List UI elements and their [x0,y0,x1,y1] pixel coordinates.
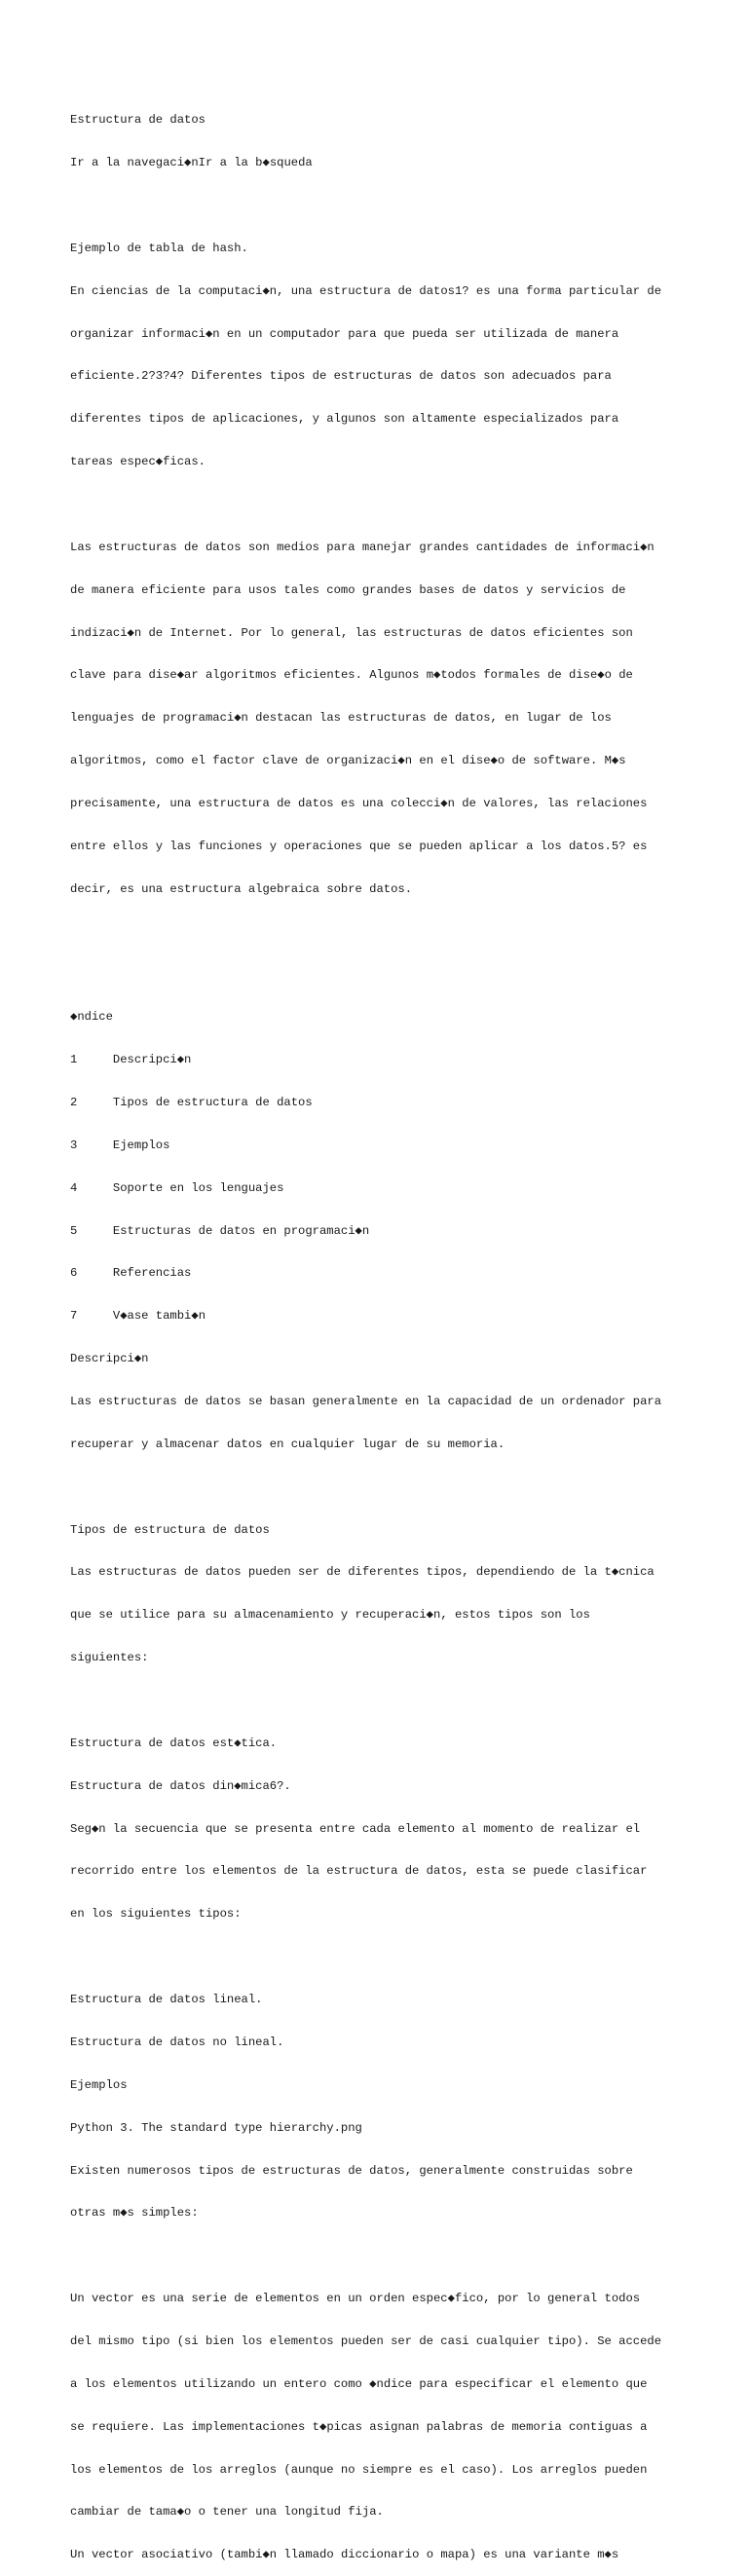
doc-line: precisamente, una estructura de datos es una colecci◆n de valores, las relaciones [70,797,648,810]
doc-line: Python 3. The standard type hierarchy.png [70,2120,362,2135]
doc-line: decir, es una estructura algebraica sobre datos. [70,881,413,896]
doc-line: cambiar de tama◆o o tener una longitud fija. [70,2505,384,2520]
doc-line [70,2249,693,2263]
doc-line: se requiere. Las implementaciones t◆picas asignan palabras de memoria contiguas a [70,2419,648,2434]
doc-line: organizar informaci◆n en un computador para que pueda ser utilizada de manera [70,326,619,341]
doc-line: lenguajes de programaci◆n destacan las estructuras de datos, en lugar de los [70,711,612,726]
doc-line: 4 Soporte en los lenguajes [70,1180,284,1195]
doc-line: recorrido entre los elementos de la estructura de datos, esta se puede clasificar [70,1864,648,1879]
doc-line: clave para dise◆ar algoritmos eficientes. Algunos m◆todos formales de dise◆o de [70,668,633,683]
doc-line: los elementos de los arreglos (aunque no siempre es el caso). Los arreglos pueden [70,2462,648,2477]
doc-line: Estructura de datos lineal. [70,1993,263,2007]
doc-line: Las estructuras de datos se basan generalmente en la capacidad de un ordenador para [70,1395,662,1409]
doc-line [70,967,693,982]
doc-line: Tipos de estructura de datos [70,1522,270,1537]
doc-line [70,925,693,940]
doc-line: 1 Descripci◆n [70,1053,192,1067]
doc-line: 7 V◆ase tambi◆n [70,1309,206,1324]
doc-line: siguientes: [70,1651,149,1665]
doc-line: eficiente.2?3?4? Diferentes tipos de estructuras de datos son adecuados para [70,369,612,384]
doc-line: indizaci◆n de Internet. Por lo general, las estructuras de datos eficientes son [70,625,633,640]
doc-line: Descripci◆n [70,1352,149,1366]
doc-line: en los siguientes tipos: [70,1907,242,1922]
doc-line: Estructura de datos est◆tica. [70,1736,278,1750]
document-body [70,85,693,2576]
doc-line: Ir a la navegaci◆nIr a la b◆squeda [70,156,313,170]
doc-line: entre ellos y las funciones y operaciones que se pueden aplicar a los datos.5? es [70,839,648,853]
doc-line: Seg◆n la secuencia que se presenta entre cada elemento al momento de realizar el [70,1821,641,1836]
doc-line: Existen numerosos tipos de estructuras de datos, generalmente construidas sobre [70,2163,633,2178]
doc-line: diferentes tipos de aplicaciones, y algunos son altamente especializados para [70,412,619,427]
doc-line: otras m◆s simples: [70,2206,199,2221]
doc-line [70,1950,693,1964]
doc-line: Un vector es una serie de elementos en un orden espec◆fico, por lo general todos [70,2292,641,2306]
doc-line: Las estructuras de datos son medios para manejar grandes cantidades de informaci◆n [70,540,654,554]
doc-line: a los elementos utilizando un entero como ◆ndice para especificar el elemento que [70,2376,648,2391]
doc-line: Estructura de datos din◆mica6?. [70,1778,291,1793]
doc-line: Ejemplo de tabla de hash. [70,241,248,255]
doc-line [70,1480,693,1495]
doc-line: recuperar y almacenar datos en cualquier lugar de su memoria. [70,1437,505,1451]
doc-line: que se utilice para su almacenamiento y recuperaci◆n, estos tipos son los [70,1608,590,1623]
doc-line: Estructura de datos no lineal. [70,2035,284,2049]
doc-line: 3 Ejemplos [70,1138,170,1152]
doc-line: Las estructuras de datos pueden ser de diferentes tipos, dependiendo de la t◆cnica [70,1565,654,1580]
doc-line: 6 Referencias [70,1266,192,1281]
doc-line: del mismo tipo (si bien los elementos pueden ser de casi cualquier tipo). Se accede [70,2333,662,2348]
doc-line: de manera eficiente para usos tales como grandes bases de datos y servicios de [70,582,626,597]
doc-line: algoritmos, como el factor clave de organizaci◆n en el dise◆o de software. M◆s [70,754,626,768]
doc-line: Ejemplos [70,2077,128,2092]
doc-line: ◆ndice [70,1010,113,1025]
doc-line: 5 Estructuras de datos en programaci◆n [70,1223,370,1238]
doc-line: 2 Tipos de estructura de datos [70,1096,313,1110]
doc-line: tareas espec◆ficas. [70,455,206,469]
doc-line [70,199,693,213]
doc-line [70,498,693,512]
doc-line: Estructura de datos [70,113,206,128]
doc-line: En ciencias de la computaci◆n, una estructura de datos1? es una forma particular de [70,283,662,298]
doc-line [70,1694,693,1708]
doc-line: Un vector asociativo (tambi◆n llamado diccionario o mapa) es una variante m◆s [70,2548,619,2562]
